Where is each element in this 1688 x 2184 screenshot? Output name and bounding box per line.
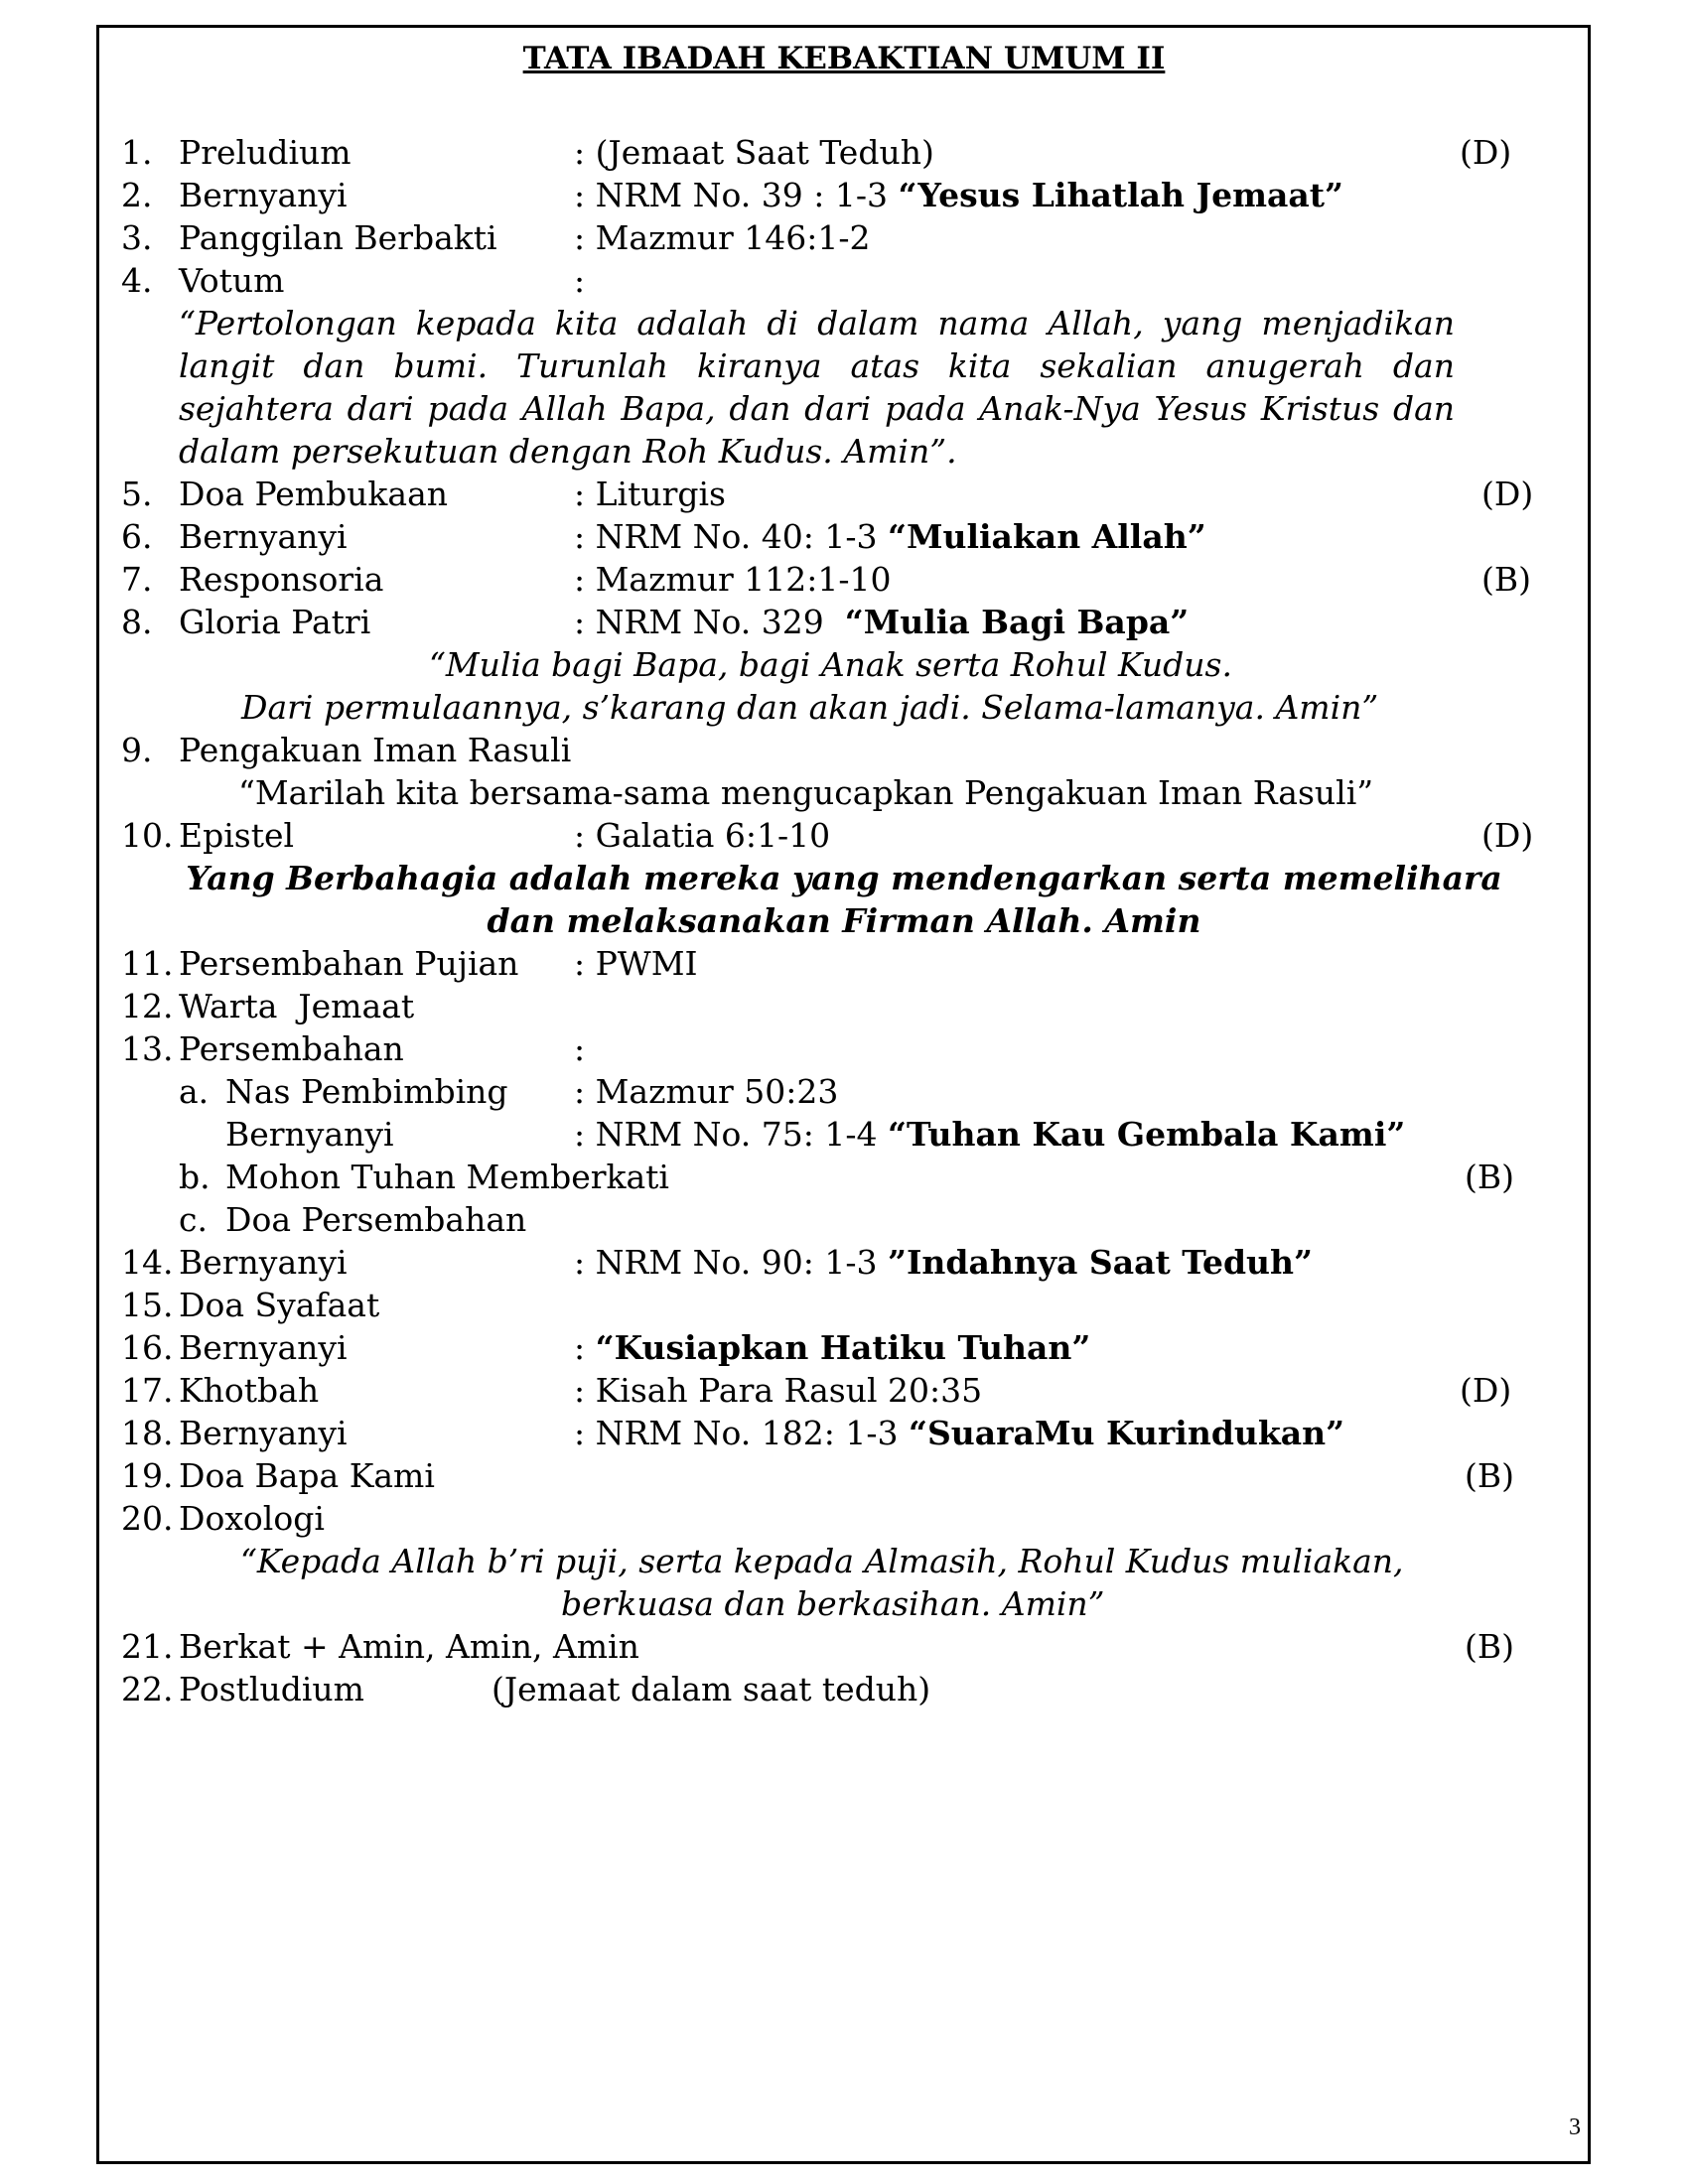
list-item [0,942,1688,985]
item-label: Doxologi [179,1499,325,1538]
item-number: 19. [121,1456,174,1495]
list-item [0,814,1688,857]
list-item [0,1027,1688,1070]
item-number: 13. [121,1029,174,1068]
item-value: : [574,1029,586,1068]
item-number: 20. [121,1499,174,1538]
sub-letter: a. [179,1072,210,1111]
item-number: 10. [121,816,174,855]
item-label: Bernyanyi [179,176,348,214]
item-number: 15. [121,1286,174,1324]
item-label: Khotbah [179,1371,320,1410]
item-number: 3. [121,218,153,257]
item-value: : Mazmur 146:1-2 [574,218,871,257]
item-label: Berkat + Amin, Amin, Amin [179,1627,639,1666]
song-title: “SuaraMu Kurindukan” [908,1414,1345,1452]
item-number: 18. [121,1414,174,1452]
item-label: Bernyanyi [179,517,348,556]
sub-item [0,1113,1688,1156]
item-value: : Mazmur 112:1-10 [574,560,892,599]
item-number: 4. [121,261,153,300]
list-item [0,1241,1688,1284]
sub-item [0,1198,1688,1241]
item-number: 14. [121,1243,174,1282]
sub-label: Bernyanyi [225,1115,394,1154]
votum-block [0,302,1688,473]
document-title: TATA IBADAH KEBAKTIAN UMUM II [522,41,1166,76]
item-number: 1. [121,133,153,172]
list-item [0,985,1688,1027]
item-value: : NRM No. 39 : 1-3 [574,176,899,214]
item-number: 5. [121,475,153,513]
votum-text: “Pertolongan kepada kita adalah di dalam nama Allah, yang menjadikan langit dan bumi. Turunlah kiranya atas kita sekalian anugerah dan sejahtera dari pada Allah Bapa, dan dari pada Anak-Nya Yesus Kristus dan dalam persekutuan dengan Roh Kudus. Amin”. [179,304,1455,471]
item-label: Preludium [179,133,352,172]
item-number: 21. [121,1627,174,1666]
list-item [0,473,1688,515]
item-label: Bernyanyi [179,1414,348,1452]
list-item [0,259,1688,302]
liturgy-list [0,131,1688,1710]
item-tag: (D) [1481,816,1534,855]
item-value: : Kisah Para Rasul 20:35 [574,1371,983,1410]
sub-label: Nas Pembimbing [225,1072,508,1111]
item-label: Gloria Patri [179,603,371,641]
list-item [0,1369,1688,1412]
sub-item [0,1156,1688,1198]
item-label: Doa Bapa Kami [179,1456,435,1495]
gloria-line-1: “Mulia bagi Bapa, bagi Anak serta Rohul Kudus. [429,645,1232,684]
item-label: Responsoria [179,560,384,599]
item-label: Votum [179,261,285,300]
item-label: Doa Pembukaan [179,475,449,513]
item-label: Pengakuan Iman Rasuli [179,731,572,769]
item-number: 17. [121,1371,174,1410]
list-item [0,729,1688,771]
item-number: 9. [121,731,153,769]
item-number: 8. [121,603,153,641]
item-label: Warta Jemaat [179,987,415,1025]
list-item [0,1625,1688,1668]
item-value: : NRM No. 329 [574,603,845,641]
sub-value: : NRM No. 75: 1-4 [574,1115,888,1154]
item-tag: (D) [1460,1371,1512,1410]
item-label: Epistel [179,816,295,855]
doxologi-line-1: “Kepada Allah b’ri puji, serta kepada Almasih, Rohul Kudus muliakan, [240,1542,1404,1580]
sub-letter: b. [179,1158,211,1196]
list-item [0,558,1688,601]
item-value: : (Jemaat Saat Teduh) [574,133,934,172]
item-value: : Galatia 6:1-10 [574,816,831,855]
item-number: 11. [121,944,174,983]
sub-tag: (B) [1465,1158,1514,1196]
list-item [0,1668,1688,1710]
list-item [0,216,1688,259]
item-value: : PWMI [574,944,698,983]
item-label: Bernyanyi [179,1328,348,1367]
gloria-line-2: Dari permulaannya, s’karang dan akan jadi. Selama-lamanya. Amin” [241,688,1379,727]
sub-label: Doa Persembahan [225,1200,527,1239]
list-item [0,1454,1688,1497]
song-title: ”Indahnya Saat Teduh” [887,1243,1314,1282]
epistel-response-2: dan melaksanakan Firman Allah. Amin [487,901,1201,940]
sub-value: : Mazmur 50:23 [574,1072,839,1111]
song-title: “Muliakan Allah” [887,517,1206,556]
item-label: Postludium [179,1670,364,1708]
item-label: Persembahan Pujian [179,944,519,983]
item-value: : [574,1328,596,1367]
item-number: 16. [121,1328,174,1367]
item-number: 6. [121,517,153,556]
list-item [0,174,1688,216]
pengakuan-text: “Marilah kita bersama-sama mengucapkan Pengakuan Iman Rasuli” [238,773,1374,812]
item-value: (Jemaat dalam saat teduh) [492,1670,931,1708]
list-item [0,131,1688,174]
item-number: 2. [121,176,153,214]
item-tag: (B) [1465,1456,1514,1495]
song-title: “Yesus Lihatlah Jemaat” [898,176,1343,214]
item-label: Bernyanyi [179,1243,348,1282]
song-title: “Tuhan Kau Gembala Kami” [887,1115,1406,1154]
list-item [0,1284,1688,1326]
item-number: 7. [121,560,153,599]
list-item [0,515,1688,558]
doxologi-line-2: berkuasa dan berkasihan. Amin” [561,1584,1105,1623]
item-value: : NRM No. 182: 1-3 [574,1414,909,1452]
item-value: : NRM No. 90: 1-3 [574,1243,888,1282]
sub-label: Mohon Tuhan Memberkati [225,1158,669,1196]
list-item [0,601,1688,643]
item-value: : Liturgis [574,475,726,513]
item-label: Panggilan Berbakti [179,218,497,257]
epistel-response-1: Yang Berbahagia adalah mereka yang mendengarkan serta memelihara [186,859,1502,897]
item-tag: (D) [1460,133,1512,172]
sub-item [0,1070,1688,1113]
item-value: : [574,261,586,300]
item-label: Doa Syafaat [179,1286,380,1324]
item-number: 12. [121,987,174,1025]
item-label: Persembahan [179,1029,404,1068]
item-tag: (B) [1481,560,1531,599]
item-value: : NRM No. 40: 1-3 [574,517,888,556]
list-item [0,1497,1688,1540]
page-number: 3 [1569,2115,1581,2140]
song-title: “Kusiapkan Hatiku Tuhan” [595,1328,1091,1367]
item-tag: (D) [1481,475,1534,513]
list-item [0,1326,1688,1369]
item-number: 22. [121,1670,174,1708]
list-item [0,1412,1688,1454]
song-title: “Mulia Bagi Bapa” [844,603,1190,641]
item-tag: (B) [1465,1627,1514,1666]
sub-letter: c. [179,1200,208,1239]
